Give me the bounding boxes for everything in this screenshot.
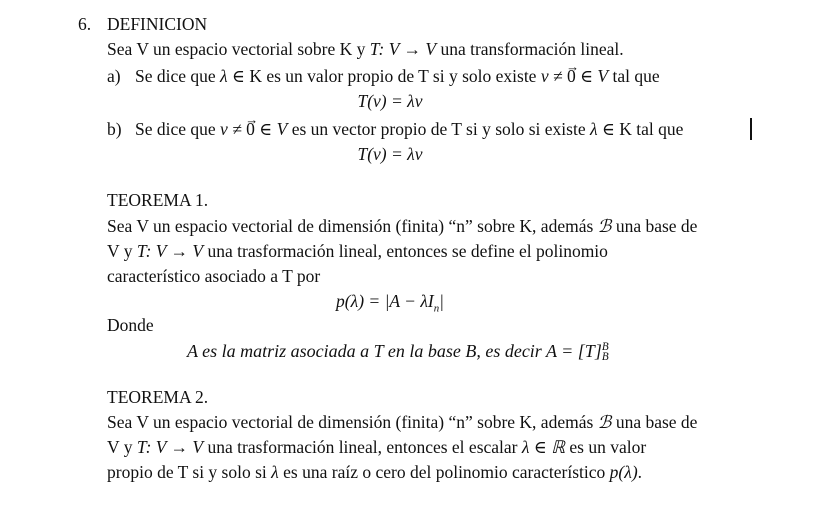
th1-l1c: una base de [611,216,698,236]
item-a-text [135,68,660,86]
th2-lambda: λ [271,462,279,482]
poly-eq-b: | [439,291,444,311]
item-a-t3: tal que [608,66,660,86]
th1-l2a: V y [107,241,137,261]
theorem2-line1 [107,414,697,432]
item-a-equation: T(v) = λv [357,91,423,111]
th1-l1a: Sea V un espacio vectorial de dimensión (finita) “n” sobre K, además [107,216,598,236]
th2-l3c: . [637,462,643,482]
matrix-definition [187,342,609,362]
item-b-equation: T(v) = λv [357,144,423,164]
theorem1-line2 [107,243,608,261]
th1-map: T: V → V [136,241,204,261]
th2-l1c: una base de [611,412,698,432]
item-a-lambda: λ ∈ [220,66,250,86]
zero-vector: → 0 [246,121,255,139]
donde-label: Donde [107,315,154,335]
item-b-t2: es un vector propio de T si y solo si existe [287,119,590,139]
item-a-t1: Se dice que [135,66,221,86]
item-b-label: b) [107,119,122,139]
theorem2-line3 [107,464,642,482]
item-b-text [135,121,683,139]
theorem1-heading: TEOREMA 1. [107,190,209,210]
th2-l1a: Sea V un espacio vectorial de dimensión (finita) “n” sobre K, además [107,412,598,432]
definition-intro [107,41,624,59]
poly-eq-a: p(λ) = |A − λI [336,291,434,311]
theorem2-heading: TEOREMA 2. [107,387,209,407]
characteristic-polynomial-equation [110,291,670,315]
th2-polynomial: p(λ) [609,462,638,482]
item-a-v-neq: v ≠ [540,66,567,86]
poly-eq-sub: n [433,302,440,315]
item-a-label: a) [107,66,121,86]
th1-l2b: una trasformación lineal, entonces se define el polinomio [203,241,608,261]
matrix-def-sub: B [601,351,609,364]
text-cursor [750,118,752,140]
th1-basis-symbol: ℬ [597,216,612,236]
th2-l3b: es una raíz o cero del polinomio característico [278,462,610,482]
intro-text-a: Sea V un espacio vectorial sobre K y [107,39,370,59]
zero-vector: → 0 [567,68,576,86]
definition-number: 6. [78,14,92,34]
matrix-def-text: A es la matriz asociada a T en la base B, es decir A = [T] [187,341,602,361]
intro-map: T: V → V [369,39,437,59]
matrix-def-sup: B [601,341,609,354]
item-a-t2: K es un valor propio de T si y solo existe [249,66,541,86]
th2-lambda-in-r: λ ∈ ℝ [521,437,566,457]
item-a-in-v: ∈ V [575,66,609,86]
th2-l2b: una trasformación lineal, entonces el escalar [203,437,522,457]
item-b-t1: Se dice que [135,119,221,139]
th2-basis-symbol: ℬ [597,412,612,432]
item-b-v-neq: v ≠ [220,119,247,139]
theorem1-line3: característico asociado a T por [107,266,321,286]
intro-text-b: una transformación lineal. [436,39,624,59]
item-b-t3: K tal que [619,119,684,139]
definition-heading: DEFINICION [107,14,208,34]
th2-l3a: propio de T si y solo si [107,462,272,482]
th2-l2c: es un valor [565,437,647,457]
item-b-lambda: λ ∈ [589,119,620,139]
th2-l2a: V y [107,437,137,457]
theorem1-line1 [107,218,697,236]
item-b-in-v: ∈ V [254,119,288,139]
th2-map: T: V → V [136,437,204,457]
theorem2-line2 [107,439,646,457]
